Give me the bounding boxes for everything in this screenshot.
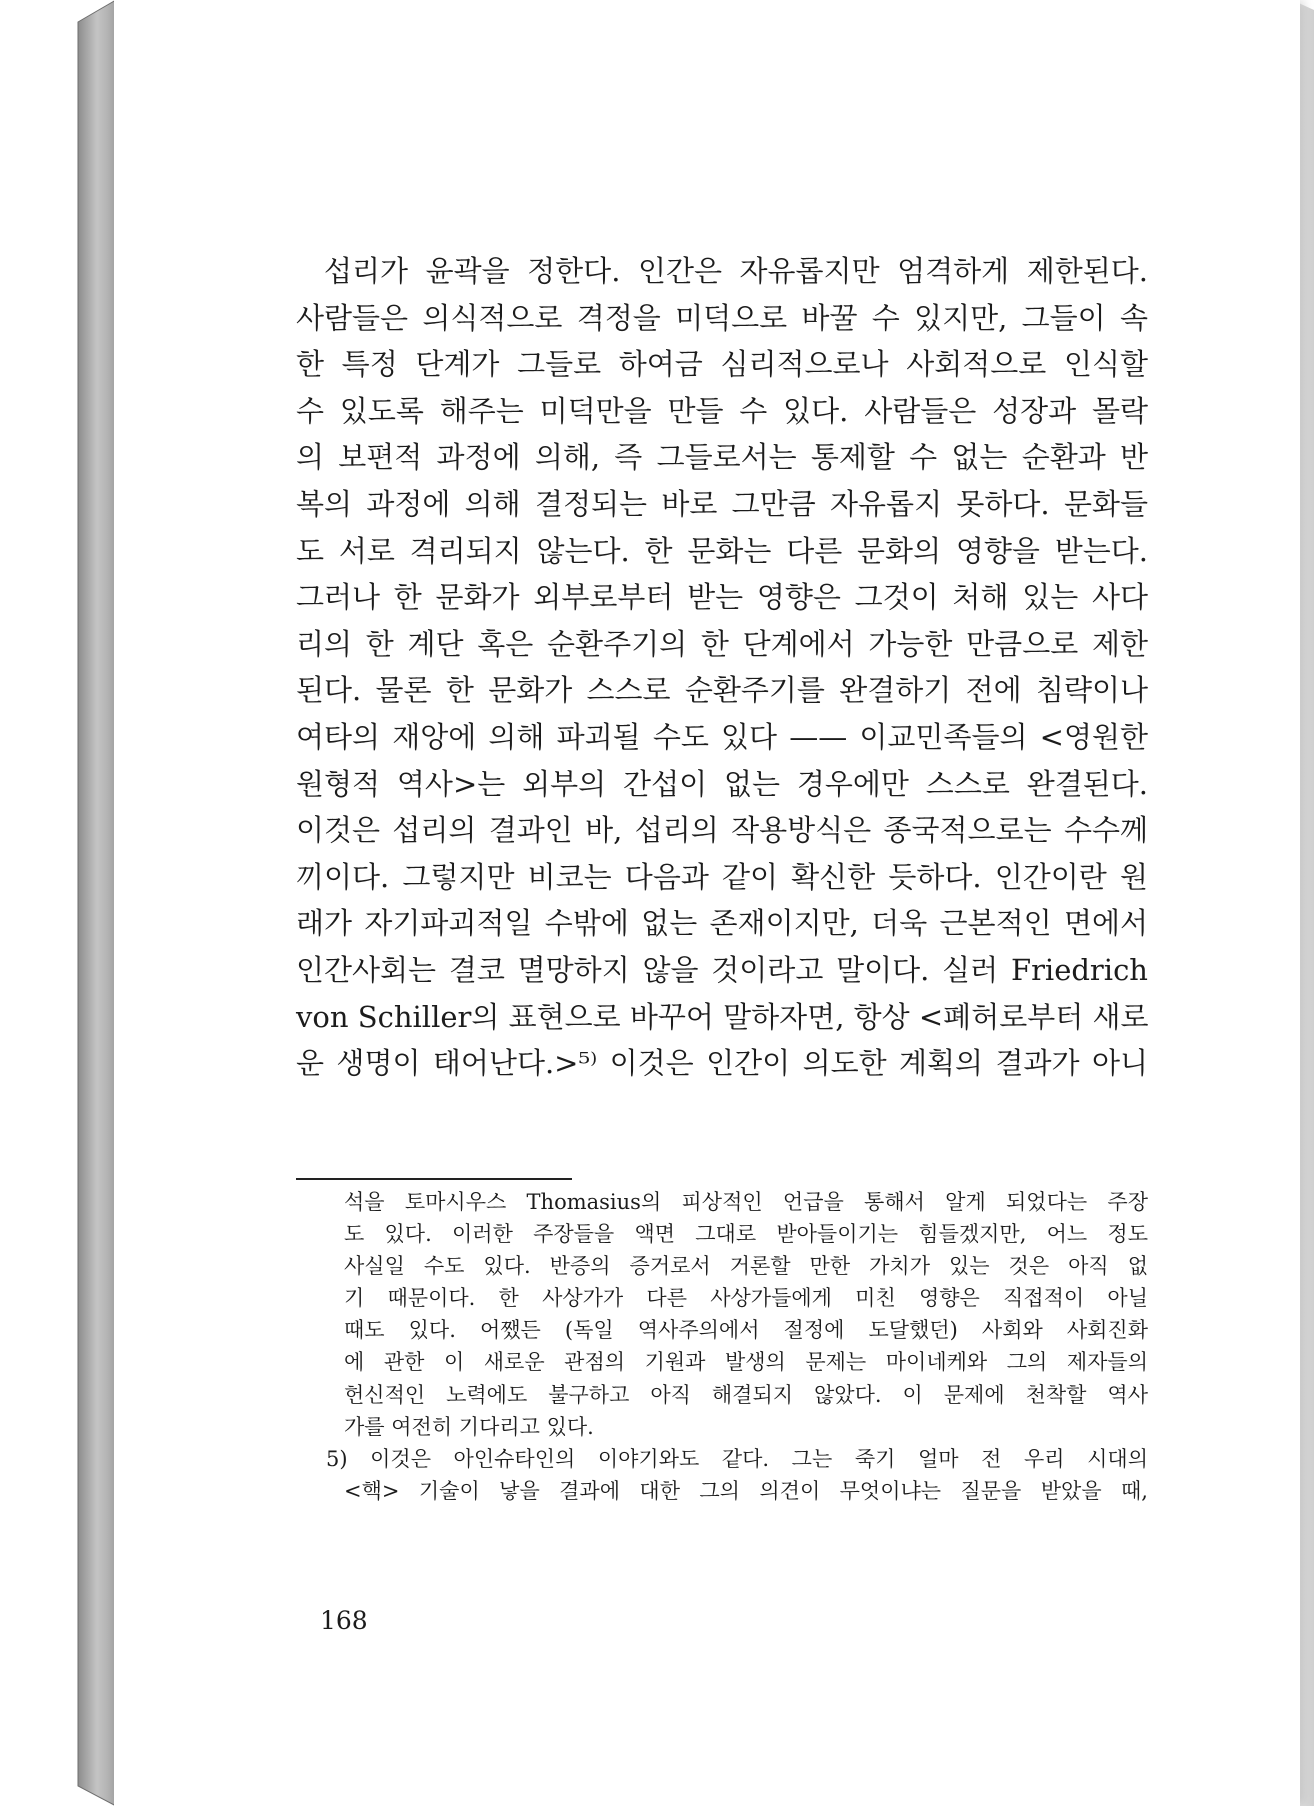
body-line: 인간사회는 결코 멸망하지 않을 것이라고 말이다. 실러 Friedrich — [296, 952, 1148, 987]
body-line: 수 있도록 해주는 미덕만을 만들 수 있다. 사람들은 성장과 몰락 — [296, 393, 1148, 428]
body-line: 원형적 역사>는 외부의 간섭이 없는 경우에만 스스로 완결된다. — [296, 766, 1148, 801]
footnote-line: 기 때문이다. 한 사상가가 다른 사상가들에게 미친 영향은 직접적이 아닐 — [344, 1286, 1148, 1311]
footnote-divider — [296, 1178, 572, 1180]
footnote-line: 에 관한 이 새로운 관점의 기원과 발생의 문제는 마이네케와 그의 제자들의 — [344, 1350, 1148, 1375]
footnote-line: 때도 있다. 어쨌든 (독일 역사주의에서 절정에 도달했던) 사회와 사회진화 — [344, 1318, 1148, 1343]
body-line: von Schiller의 표현으로 바꾸어 말하자면, 항상 <폐허로부터 새로 — [296, 999, 1149, 1034]
body-line: 도 서로 격리되지 않는다. 한 문화는 다른 문화의 영향을 받는다. — [296, 533, 1148, 568]
body-line: 사람들은 의식적으로 격정을 미덕으로 바꿀 수 있지만, 그들이 속 — [296, 300, 1148, 335]
footnote-5-line: <핵> 기술이 낳을 결과에 대한 그의 의견이 무엇이냐는 질문을 받았을 때, — [344, 1478, 1148, 1503]
footnote-line: 사실일 수도 있다. 반증의 증거로서 거론할 만한 가치가 있는 것은 아직 없 — [344, 1254, 1148, 1279]
body-line: 끼이다. 그렇지만 비코는 다음과 같이 확신한 듯하다. 인간이란 원 — [296, 859, 1148, 894]
footnote-line: 석을 토마시우스 Thomasius의 피상적인 언급을 통해서 알게 되었다는 주장 — [344, 1190, 1148, 1214]
footnote-5-line: 5) 이것은 아인슈타인의 이야기와도 같다. 그는 죽기 얼마 전 우리 시대의 — [326, 1446, 1148, 1471]
body-line: 섭리가 윤곽을 정한다. 인간은 자유롭지만 엄격하게 제한된다. — [324, 254, 1148, 288]
body-line: 여타의 재앙에 의해 파괴될 수도 있다 —— 이교민족들의 <영원한 — [296, 719, 1148, 754]
footnote-line: 가를 여전히 기다리고 있다. — [344, 1414, 594, 1439]
main-text — [296, 248, 1148, 1087]
body-line: 이것은 섭리의 결과인 바, 섭리의 작용방식은 종국적으로는 수수께 — [296, 813, 1148, 848]
page-number: 168 — [320, 1606, 368, 1635]
body-line: 리의 한 계단 혹은 순환주기의 한 단계에서 가능한 만큼으로 제한 — [296, 626, 1148, 661]
body-line: 한 특정 단계가 그들로 하여금 심리적으로나 사회적으로 인식할 — [296, 347, 1148, 382]
body-line: 그러나 한 문화가 외부로부터 받는 영향은 그것이 처해 있는 사다 — [296, 580, 1148, 615]
body-line: 복의 과정에 의해 결정되는 바로 그만큼 자유롭지 못하다. 문화들 — [296, 486, 1148, 521]
body-line: 운 생명이 태어난다.>⁵⁾ 이것은 인간이 의도한 계획의 결과가 아니 — [296, 1046, 1148, 1081]
footnote-line: 헌신적인 노력에도 불구하고 아직 해결되지 않았다. 이 문제에 천착할 역사 — [344, 1382, 1148, 1407]
footnotes — [296, 1186, 1148, 1507]
body-line: 된다. 물론 한 문화가 스스로 순환주기를 완결하기 전에 침략이나 — [296, 673, 1148, 708]
footnote-line: 도 있다. 이러한 주장들을 액면 그대로 받아들이기는 힘들겠지만, 어느 정도 — [344, 1222, 1148, 1247]
body-line: 의 보편적 과정에 의해, 즉 그들로서는 통제할 수 없는 순환과 반 — [296, 440, 1148, 475]
body-line: 래가 자기파괴적일 수밖에 없는 존재이지만, 더욱 근본적인 면에서 — [296, 906, 1148, 941]
